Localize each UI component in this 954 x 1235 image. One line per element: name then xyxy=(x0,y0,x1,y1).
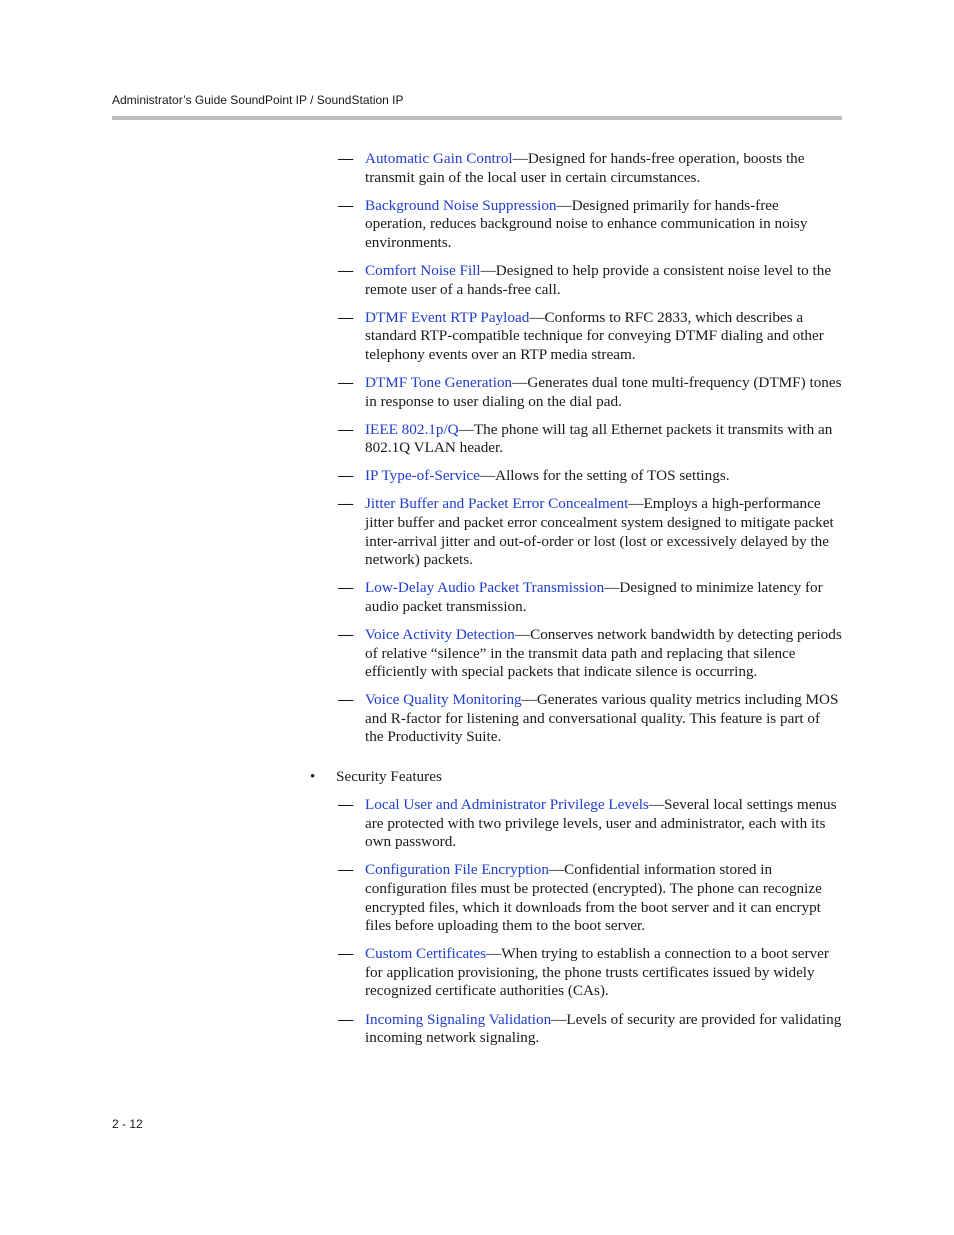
dash-marker: — xyxy=(338,945,354,963)
dash-marker: — xyxy=(338,467,354,485)
separator: — xyxy=(521,691,537,709)
list-item xyxy=(308,262,842,299)
term-description: Designed to help provide a consistent noise level to the remote user of a hands-free call. xyxy=(365,261,832,298)
list-item xyxy=(308,945,842,1001)
dash-marker: — xyxy=(338,691,354,709)
feature-list-audio xyxy=(308,150,842,747)
separator: — xyxy=(548,861,565,879)
list-item xyxy=(308,579,842,616)
list-item xyxy=(308,861,842,935)
separator: — xyxy=(480,261,496,279)
dash-marker: — xyxy=(338,861,354,879)
running-header: Administrator’s Guide SoundPoint IP / SoundStation IP xyxy=(112,93,404,107)
bullet-marker: • xyxy=(310,768,316,786)
separator: — xyxy=(604,579,620,597)
term-description: Designed to minimize latency for audio packet transmission. xyxy=(365,579,823,615)
term-link[interactable]: Incoming Signaling Validation xyxy=(365,1010,552,1028)
separator: — xyxy=(551,1010,567,1028)
separator: — xyxy=(514,625,531,643)
separator: — xyxy=(556,196,572,214)
dash-marker: — xyxy=(338,579,354,597)
list-item xyxy=(308,796,842,852)
list-item xyxy=(308,150,842,187)
term-link[interactable]: Background Noise Suppression xyxy=(365,196,557,214)
term-link[interactable]: IP Type-of-Service xyxy=(365,467,480,485)
header-rule xyxy=(112,116,842,120)
term-link[interactable]: Jitter Buffer and Packet Error Concealment xyxy=(365,495,629,513)
term-link[interactable]: Low-Delay Audio Packet Transmission xyxy=(365,579,605,597)
separator: — xyxy=(529,308,545,326)
term-description: Confidential information stored in configuration files must be protected (encrypted). The phone can recognize encrypted files, which it downloads from the boot server and it can encrypt files before uploading them to the boot server. xyxy=(365,861,822,935)
dash-marker: — xyxy=(338,420,354,438)
term-description: Designed primarily for hands-free operation, reduces background noise to enhance communication in noisy environments. xyxy=(365,196,808,251)
term-description: When trying to establish a connection to a boot server for application provisioning, the phone trusts certificates issued by widely recognized certificate authorities (CAs). xyxy=(365,945,829,1000)
term-description: Allows for the setting of TOS settings. xyxy=(495,467,730,485)
term-link[interactable]: Voice Activity Detection xyxy=(365,625,515,643)
list-item xyxy=(308,495,842,569)
term-link[interactable]: Automatic Gain Control xyxy=(365,150,513,167)
dash-marker: — xyxy=(338,796,354,814)
list-item xyxy=(308,626,842,682)
separator: — xyxy=(479,467,496,485)
list-item xyxy=(308,374,842,411)
term-description: Conserves network bandwidth by detecting periods of relative “silence” in the transmit data path and replacing that silence efficiently with special packets that indicate silence is occurring. xyxy=(365,625,842,681)
list-item xyxy=(308,467,842,486)
term-link[interactable]: DTMF Tone Generation xyxy=(365,373,513,391)
term-link[interactable]: Comfort Noise Fill xyxy=(365,261,481,279)
term-description: Several local settings menus are protected with two privilege levels, user and administrator, each with its own password. xyxy=(365,796,837,851)
dash-marker: — xyxy=(338,261,354,279)
list-item xyxy=(308,691,842,747)
term-link[interactable]: Voice Quality Monitoring xyxy=(365,691,522,709)
section-heading-text: Security Features xyxy=(336,768,442,786)
list-item xyxy=(308,309,842,365)
term-description: Generates dual tone multi-frequency (DTMF) tones in response to user dialing on the dial pad. xyxy=(365,373,842,410)
feature-list-security xyxy=(308,796,842,1048)
term-description: Levels of security are provided for validating incoming network signaling. xyxy=(365,1010,842,1047)
main-content xyxy=(308,150,842,1057)
dash-marker: — xyxy=(338,1010,354,1028)
term-link[interactable]: IEEE 802.1p/Q xyxy=(365,420,459,438)
term-link[interactable]: DTMF Event RTP Payload xyxy=(365,308,530,326)
separator: — xyxy=(512,373,528,391)
page-number: 2 - 12 xyxy=(112,1117,143,1131)
dash-marker: — xyxy=(338,308,354,326)
term-description: Designed for hands-free operation, boosts the transmit gain of the local user in certain circumstances. xyxy=(365,150,805,186)
separator: — xyxy=(486,945,502,963)
term-description: Conforms to RFC 2833, which describes a standard RTP-compatible technique for conveying DTMF dialing and other telephony events over an RTP media stream. xyxy=(365,308,824,363)
dash-marker: — xyxy=(338,625,354,643)
term-description: Generates various quality metrics including MOS and R-factor for listening and conversational quality. This feature is part of the Productivity Suite. xyxy=(365,691,839,746)
term-description: Employs a high-performance jitter buffer and packet error concealment system designed to mitigate packet inter-arrival jitter and out-of-order or lost (lost or excessively delayed by the network) packets. xyxy=(365,495,834,569)
separator: — xyxy=(628,495,644,513)
list-item xyxy=(308,421,842,458)
dash-marker: — xyxy=(338,373,354,391)
list-item xyxy=(308,1011,842,1048)
term-link[interactable]: Custom Certificates xyxy=(365,945,487,963)
dash-marker: — xyxy=(338,196,354,214)
security-features-heading xyxy=(308,768,842,787)
term-link[interactable]: Local User and Administrator Privilege Levels xyxy=(365,796,649,814)
separator: — xyxy=(458,420,474,438)
separator: — xyxy=(648,796,665,814)
dash-marker: — xyxy=(338,150,354,167)
term-description: The phone will tag all Ethernet packets it transmits with an 802.1Q VLAN header. xyxy=(365,420,833,457)
separator: — xyxy=(512,150,528,167)
dash-marker: — xyxy=(338,495,354,513)
term-link[interactable]: Configuration File Encryption xyxy=(365,861,549,879)
list-item xyxy=(308,197,842,253)
